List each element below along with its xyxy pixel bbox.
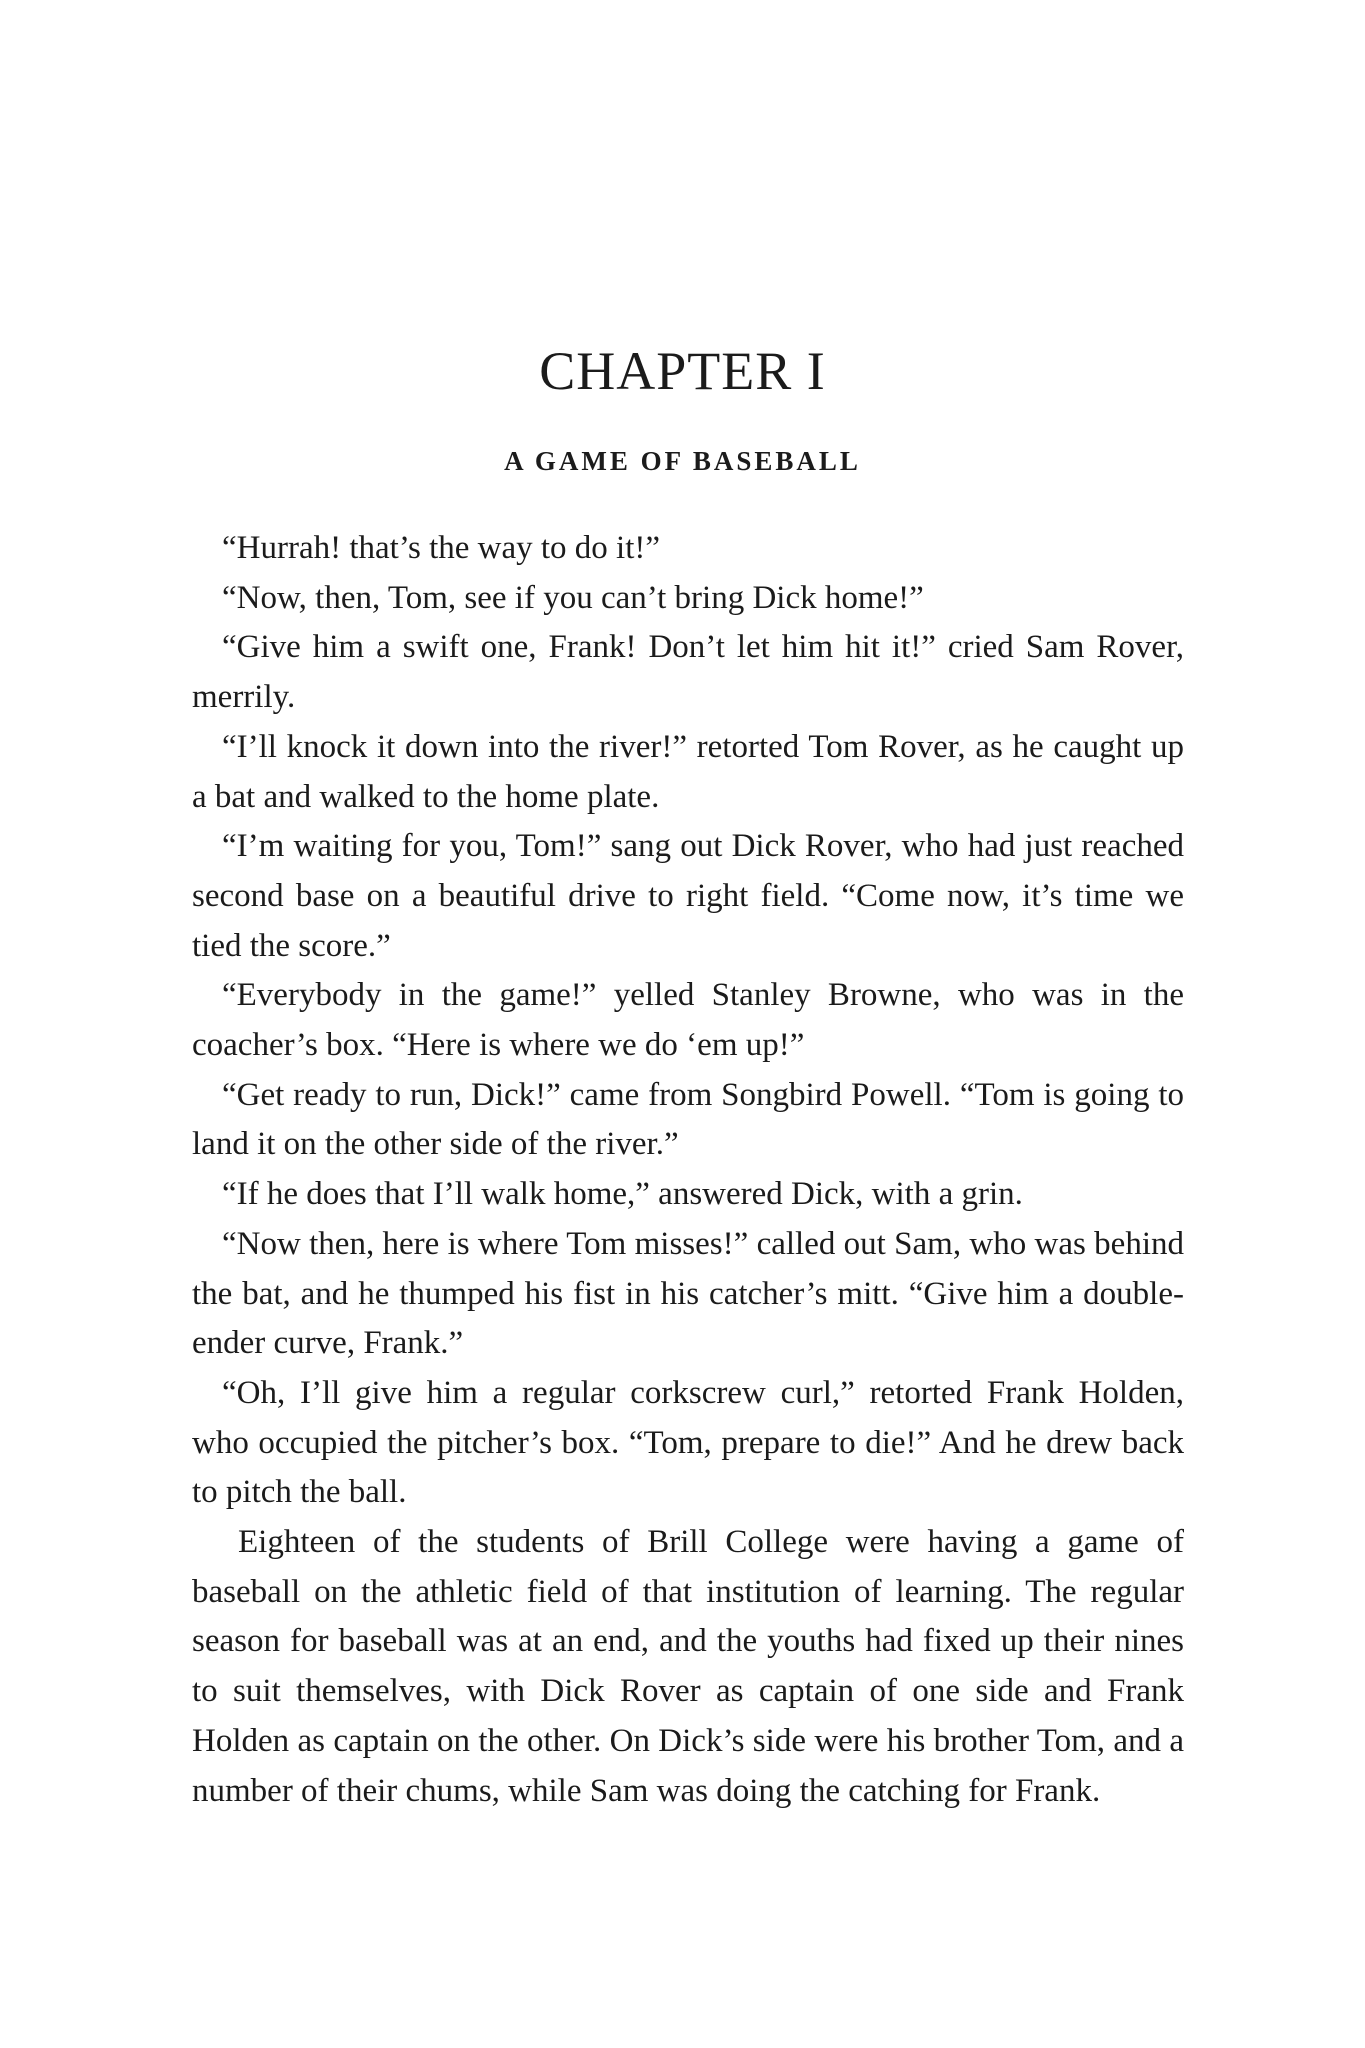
paragraph: “Now, then, Tom, see if you can’t bring Dick home!” (222, 579, 924, 616)
chapter-number: CHAPTER I (539, 341, 826, 401)
chapter-title: A GAME OF BASEBALL (504, 446, 861, 476)
paragraph: “Everybody in the game!” yelled Stanley Browne, who was in the coacher’s box. “Here is where we do ‘em up!” (192, 977, 1184, 1064)
paragraph: “Now then, here is where Tom misses!” called out Sam, who was behind the bat, and he thumped his fist in his catcher’s mitt. “Give him a double-ender curve, Frank.” (192, 1225, 1184, 1362)
paragraph: “I’m waiting for you, Tom!” sang out Dick Rover, who had just reached second base on a beautiful drive to right field. “Come now, it’s time we tied the score.” (192, 828, 1184, 964)
paragraph: “Get ready to run, Dick!” came from Songbird Powell. “Tom is going to land it on the other side of the river.” (192, 1076, 1184, 1163)
paragraph: Eighteen of the students of Brill College were having a game of baseball on the athletic field of that institution of learning. The regular season for baseball was at an end, and the youths had fixed up their nines to suit themselves, with Dick Rover as captain of one side and Frank Holden as captain on the other. On Dick’s side were his brother Tom, and a number of their chums, while Sam was doing the catching for Frank. (192, 1524, 1184, 1809)
paragraph: “Give him a swift one, Frank! Don’t let him hit it!” cried Sam Rover, merrily. (192, 629, 1184, 716)
paragraph: “I’ll knock it down into the river!” retorted Tom Rover, as he caught up a bat and walked to the home plate. (192, 728, 1184, 815)
chapter-body (192, 524, 1184, 1816)
paragraph: “Oh, I’ll give him a regular corkscrew curl,” retorted Frank Holden, who occupied the pitcher’s box. “Tom, prepare to die!” And he drew back to pitch the ball. (192, 1374, 1184, 1511)
paragraph: “Hurrah! that’s the way to do it!” (222, 530, 661, 566)
paragraph: “If he does that I’ll walk home,” answered Dick, with a grin. (222, 1176, 1023, 1213)
